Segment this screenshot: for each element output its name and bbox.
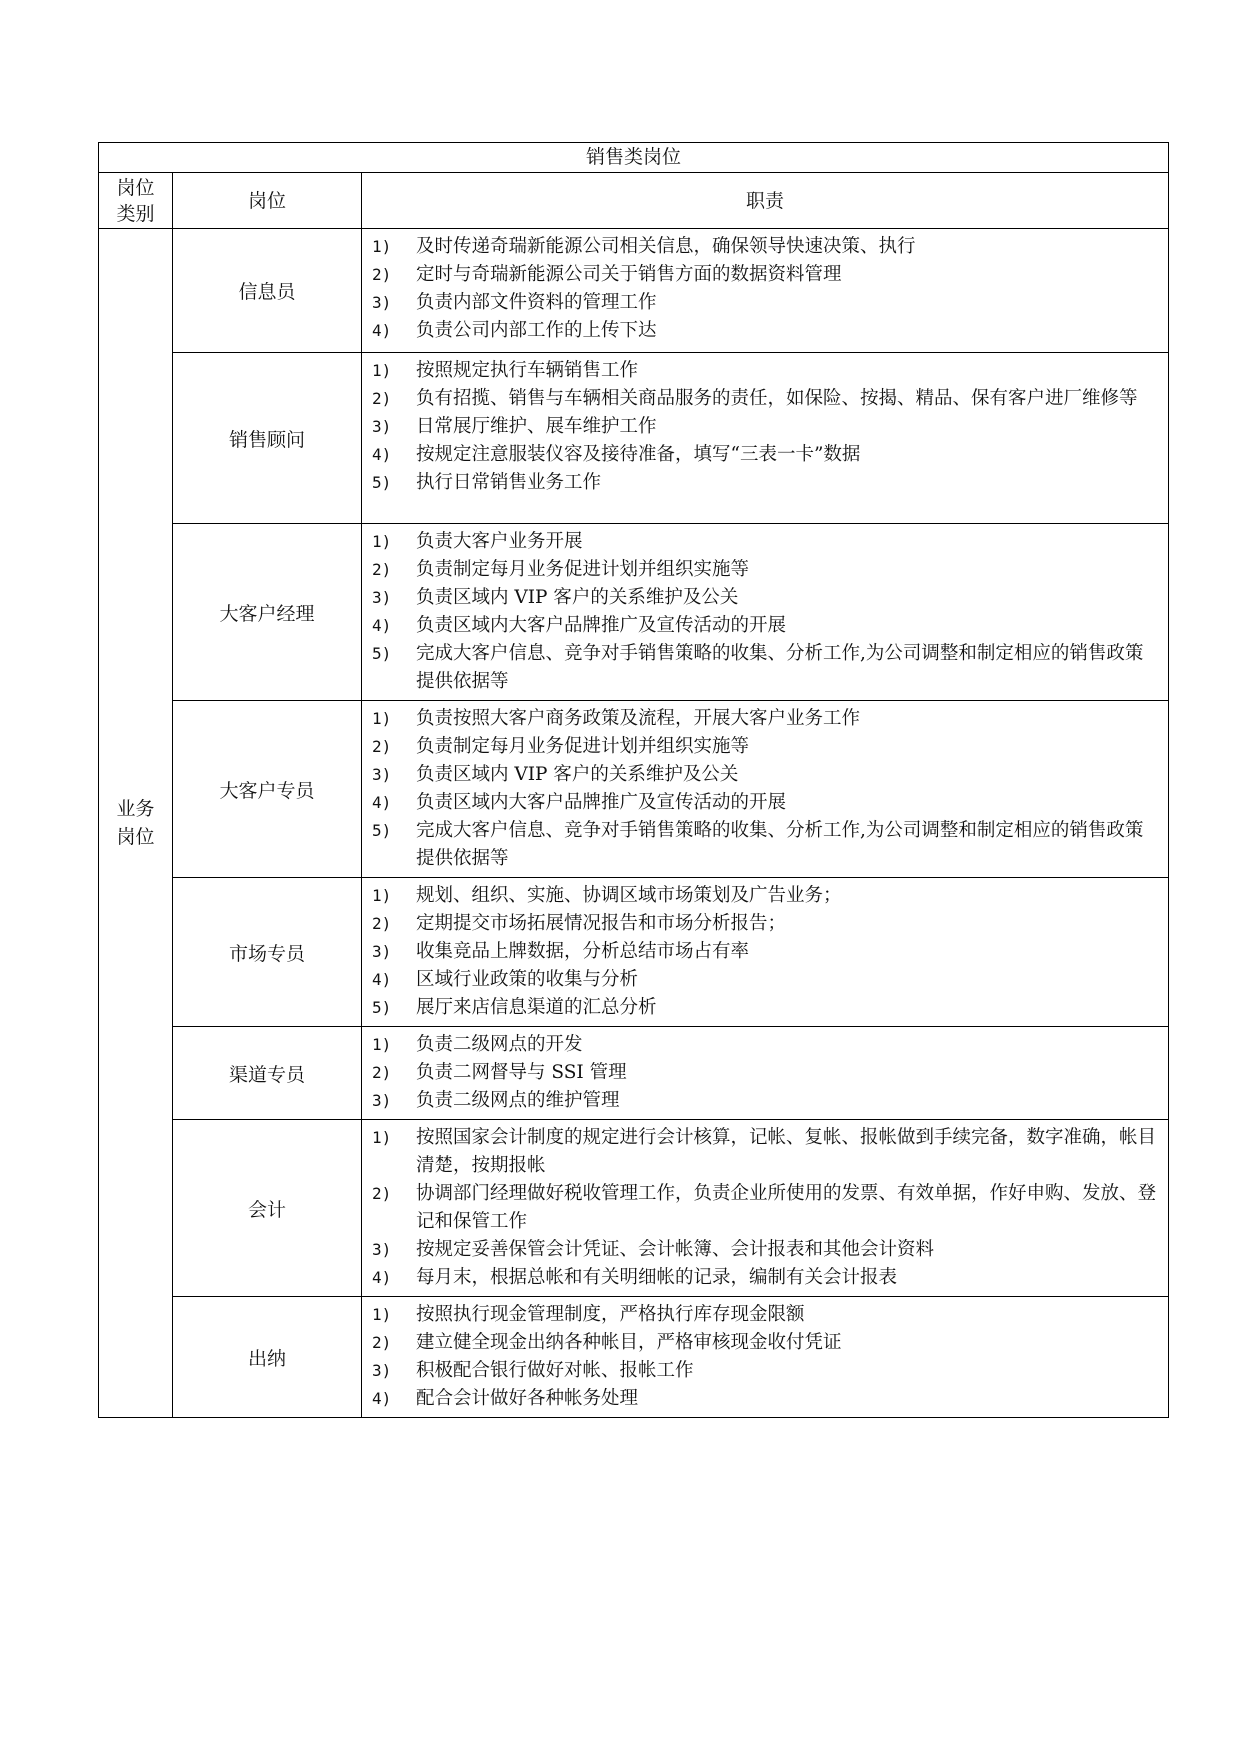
- duty-number: 4): [372, 321, 392, 340]
- duty-item: [372, 612, 1160, 640]
- duty-number: 2): [372, 560, 392, 579]
- duty-number: 5): [372, 473, 392, 492]
- duty-number: 2): [372, 1184, 392, 1203]
- duty-item: [372, 1357, 1160, 1385]
- header-position: 岗位: [173, 173, 362, 229]
- duty-number: 5): [372, 998, 392, 1017]
- position-cell: 销售顾问: [173, 353, 362, 524]
- position-cell: 信息员: [173, 229, 362, 353]
- duty-text: 按规定注意服装仪容及接待准备，填写“三表一卡”数据: [416, 444, 861, 465]
- duty-item: [372, 1329, 1160, 1357]
- duty-number: 2): [372, 914, 392, 933]
- position-cell: 会计: [173, 1120, 362, 1297]
- position-cell: 渠道专员: [173, 1027, 362, 1120]
- duty-item: [372, 882, 1160, 910]
- duty-item: [372, 289, 1160, 317]
- duty-item: [372, 556, 1160, 584]
- position-cell: 市场专员: [173, 878, 362, 1027]
- duty-number: 4): [372, 1389, 392, 1408]
- duty-number: 1): [372, 237, 392, 256]
- duty-text: 建立健全现金出纳各种帐目，严格审核现金收付凭证: [416, 1332, 842, 1353]
- duty-text: 积极配合银行做好对帐、报帐工作: [416, 1360, 694, 1381]
- duty-text: 定时与奇瑞新能源公司关于销售方面的数据资料管理: [416, 264, 842, 285]
- duty-text: 按规定妥善保管会计凭证、会计帐簿、会计报表和其他会计资料: [416, 1239, 935, 1260]
- duty-text: 负责内部文件资料的管理工作: [416, 292, 657, 313]
- duty-item: [372, 1124, 1160, 1180]
- duty-number: 1): [372, 361, 392, 380]
- duty-item: [372, 317, 1160, 345]
- duty-item: [372, 584, 1160, 612]
- duty-text: 及时传递奇瑞新能源公司相关信息，确保领导快速决策、执行: [416, 236, 916, 257]
- duty-number: 1): [372, 709, 392, 728]
- duty-item: [372, 1236, 1160, 1264]
- duty-text: 区域行业政策的收集与分析: [416, 969, 639, 990]
- duty-text: 负责二网督导与 SSI 管理: [416, 1062, 627, 1083]
- header-duties: 职责: [362, 173, 1169, 229]
- duty-number: 1): [372, 1035, 392, 1054]
- duty-number: 4): [372, 445, 392, 464]
- table-row: [99, 229, 1169, 353]
- duty-number: 5): [372, 821, 392, 840]
- duty-number: 1): [372, 1128, 392, 1147]
- duty-text: 收集竞品上牌数据，分析总结市场占有率: [416, 941, 750, 962]
- position-cell: 出纳: [173, 1297, 362, 1418]
- duty-item: [372, 705, 1160, 733]
- duty-text: 完成大客户信息、竞争对手销售策略的收集、分析工作,为公司调整和制定相应的销售政策提供依据等: [416, 643, 1144, 692]
- duty-text: 协调部门经理做好税收管理工作，负责企业所使用的发票、有效单据，作好申购、发放、登记和保管工作: [416, 1183, 1157, 1232]
- duty-number: 3): [372, 293, 392, 312]
- duties-cell: [362, 353, 1169, 524]
- table-row: [99, 701, 1169, 878]
- table-row: [99, 1297, 1169, 1418]
- duty-number: 3): [372, 588, 392, 607]
- category-cell: [99, 229, 173, 1418]
- duty-item: [372, 385, 1160, 413]
- duty-text: 按照执行现金管理制度，严格执行库存现金限额: [416, 1304, 805, 1325]
- duty-number: 1): [372, 886, 392, 905]
- duty-text: 规划、组织、实施、协调区域市场策划及广告业务；: [416, 885, 842, 906]
- duty-item: [372, 233, 1160, 261]
- duty-text: 定期提交市场拓展情况报告和市场分析报告；: [416, 913, 787, 934]
- sales-roles-table: [98, 142, 1169, 1418]
- position-cell: 大客户专员: [173, 701, 362, 878]
- table-row: [99, 1120, 1169, 1297]
- duty-item: [372, 817, 1160, 873]
- duty-number: 3): [372, 1240, 392, 1259]
- duty-text: 展厅来店信息渠道的汇总分析: [416, 997, 657, 1018]
- duty-number: 3): [372, 1091, 392, 1110]
- duty-item: [372, 528, 1160, 556]
- table-row: [99, 1027, 1169, 1120]
- duty-number: 2): [372, 389, 392, 408]
- duty-item: [372, 789, 1160, 817]
- table-row: [99, 878, 1169, 1027]
- table-row: [99, 353, 1169, 524]
- duty-number: 4): [372, 970, 392, 989]
- duties-cell: [362, 1027, 1169, 1120]
- duty-number: 2): [372, 737, 392, 756]
- duties-cell: [362, 229, 1169, 353]
- duty-text: 负责制定每月业务促进计划并组织实施等: [416, 559, 750, 580]
- duty-text: 负责二级网点的维护管理: [416, 1090, 620, 1111]
- duty-text: 负有招揽、销售与车辆相关商品服务的责任，如保险、按揭、精品、保有客户进厂维修等: [416, 388, 1138, 409]
- duty-item: [372, 1385, 1160, 1413]
- table-body: [99, 229, 1169, 1418]
- duty-number: 4): [372, 1268, 392, 1287]
- duty-text: 负责二级网点的开发: [416, 1034, 583, 1055]
- duty-number: 3): [372, 765, 392, 784]
- duty-number: 2): [372, 1063, 392, 1082]
- duty-item: [372, 733, 1160, 761]
- duty-item: [372, 910, 1160, 938]
- table-title: 销售类岗位: [99, 143, 1169, 173]
- duty-text: 负责按照大客户商务政策及流程，开展大客户业务工作: [416, 708, 861, 729]
- header-category: [99, 173, 173, 229]
- category-text: 业务 岗位: [116, 798, 155, 848]
- duty-item: [372, 1264, 1160, 1292]
- duty-item: [372, 469, 1160, 497]
- duty-number: 1): [372, 1305, 392, 1324]
- duty-item: [372, 1059, 1160, 1087]
- duty-item: [372, 1087, 1160, 1115]
- duties-cell: [362, 1297, 1169, 1418]
- duty-text: 完成大客户信息、竞争对手销售策略的收集、分析工作,为公司调整和制定相应的销售政策提供依据等: [416, 820, 1144, 869]
- duty-item: [372, 1301, 1160, 1329]
- duty-text: 按照国家会计制度的规定进行会计核算，记帐、复帐、报帐做到手续完备，数字准确，帐目清楚，按期报帐: [416, 1127, 1157, 1176]
- duty-text: 负责大客户业务开展: [416, 531, 583, 552]
- duty-text: 每月末，根据总帐和有关明细帐的记录，编制有关会计报表: [416, 1267, 898, 1288]
- duty-item: [372, 994, 1160, 1022]
- duty-text: 负责区域内 VIP 客户的关系维护及公关: [416, 587, 739, 608]
- duty-number: 1): [372, 532, 392, 551]
- duty-text: 配合会计做好各种帐务处理: [416, 1388, 639, 1409]
- duty-item: [372, 938, 1160, 966]
- duty-item: [372, 413, 1160, 441]
- duty-item: [372, 357, 1160, 385]
- duty-item: [372, 761, 1160, 789]
- duty-item: [372, 1031, 1160, 1059]
- table-row: [99, 524, 1169, 701]
- duties-cell: [362, 1120, 1169, 1297]
- duty-item: [372, 1180, 1160, 1236]
- duty-text: 按照规定执行车辆销售工作: [416, 360, 639, 381]
- duty-item: [372, 261, 1160, 289]
- duty-number: 3): [372, 417, 392, 436]
- duty-item: [372, 640, 1160, 696]
- duties-cell: [362, 878, 1169, 1027]
- duty-number: 3): [372, 942, 392, 961]
- duty-item: [372, 441, 1160, 469]
- duty-text: 负责制定每月业务促进计划并组织实施等: [416, 736, 750, 757]
- duties-cell: [362, 701, 1169, 878]
- duty-number: 3): [372, 1361, 392, 1380]
- duty-number: 4): [372, 793, 392, 812]
- position-cell: 大客户经理: [173, 524, 362, 701]
- header-category-text: 岗位 类别: [116, 176, 155, 225]
- duty-text: 负责公司内部工作的上传下达: [416, 320, 657, 341]
- duty-number: 2): [372, 265, 392, 284]
- duty-text: 负责区域内 VIP 客户的关系维护及公关: [416, 764, 739, 785]
- duty-item: [372, 966, 1160, 994]
- duty-number: 5): [372, 644, 392, 663]
- duty-text: 负责区域内大客户品牌推广及宣传活动的开展: [416, 792, 787, 813]
- duty-text: 负责区域内大客户品牌推广及宣传活动的开展: [416, 615, 787, 636]
- duty-number: 4): [372, 616, 392, 635]
- duties-cell: [362, 524, 1169, 701]
- duty-text: 执行日常销售业务工作: [416, 472, 602, 493]
- duty-text: 日常展厅维护、展车维护工作: [416, 416, 657, 437]
- duty-number: 2): [372, 1333, 392, 1352]
